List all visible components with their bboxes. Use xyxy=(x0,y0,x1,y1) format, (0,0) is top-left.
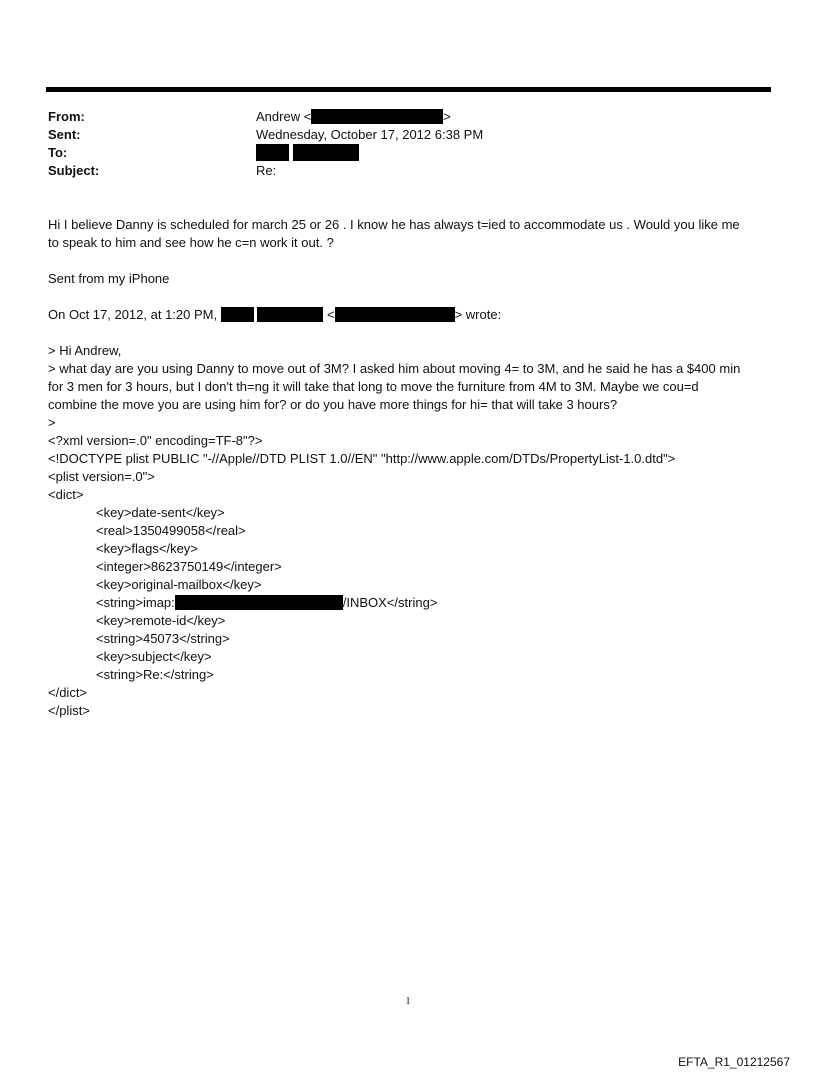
plist-line: <dict> xyxy=(48,487,84,502)
redaction xyxy=(335,307,455,322)
quoted-line: > Hi Andrew, xyxy=(48,343,122,358)
from-name: Andrew < xyxy=(256,109,312,124)
subject-label: Subject: xyxy=(48,163,100,178)
quote-intro xyxy=(48,306,773,324)
plist-line: <plist version=.0"> xyxy=(48,469,155,484)
quote-intro-start: On Oct 17, 2012, at 1:20 PM, xyxy=(48,307,218,322)
plist-line: <!DOCTYPE plist PUBLIC "-//Apple//DTD PLIST 1.0//EN" "http://www.apple.com/DTDs/PropertyList-1.0.dtd"> xyxy=(48,451,676,466)
plist-line: <key>subject</key> xyxy=(96,649,212,664)
plist-line: <string>Re:</string> xyxy=(96,667,214,682)
from-label: From: xyxy=(48,109,85,124)
page-number: 1 xyxy=(405,996,411,1007)
quote-intro-lt: < xyxy=(326,307,335,322)
top-rule xyxy=(46,87,771,92)
to-value xyxy=(256,144,359,163)
from-close: > xyxy=(443,109,451,124)
quoted-line: combine the move you are using him for? or do you have more things for hi= that will take 3 hours? xyxy=(48,397,618,412)
sent-value: Wednesday, October 17, 2012 6:38 PM xyxy=(256,127,484,142)
from-value xyxy=(256,108,451,126)
plist-line: <key>original-mailbox</key> xyxy=(96,577,262,592)
imap-end: /INBOX</string> xyxy=(342,595,438,610)
plist-line: <real>1350499058</real> xyxy=(96,523,246,538)
plist-line: <key>flags</key> xyxy=(96,541,198,556)
redaction xyxy=(221,307,254,322)
redaction xyxy=(257,307,323,322)
body-line: to speak to him and see how he c=n work it out. ? xyxy=(48,235,334,250)
signature: Sent from my iPhone xyxy=(48,271,170,286)
plist-line: <integer>8623750149</integer> xyxy=(96,559,282,574)
redaction xyxy=(311,109,443,124)
body-line: Hi I believe Danny is scheduled for march 25 or 26 . I know he has always t=ied to accommodate us . Would you like me xyxy=(48,217,740,232)
sent-label: Sent: xyxy=(48,127,81,142)
plist-line: <string>45073</string> xyxy=(96,631,230,646)
to-label: To: xyxy=(48,145,68,160)
redaction xyxy=(293,144,359,161)
quote-intro-end: > wrote: xyxy=(454,307,502,322)
plist-line: </plist> xyxy=(48,703,90,718)
redaction xyxy=(256,144,289,161)
subject-value: Re: xyxy=(256,163,277,178)
quoted-line: for 3 men for 3 hours, but I don't th=ng it will take that long to move the furniture from 4M to 3M. Maybe we cou=d xyxy=(48,379,699,394)
plist-line: <?xml version=.0" encoding=TF-8"?> xyxy=(48,433,263,448)
imap-start: <string>imap: xyxy=(96,595,175,610)
quoted-line: > what day are you using Danny to move out of 3M? I asked him about moving 4= to 3M, and he said he has a $400 min xyxy=(48,361,741,376)
plist-line xyxy=(48,594,773,612)
plist-line: <key>date-sent</key> xyxy=(96,505,225,520)
redaction xyxy=(175,595,343,610)
bates-number: EFTA_R1_01212567 xyxy=(678,1055,790,1069)
plist-line: </dict> xyxy=(48,685,88,700)
quoted-line: > xyxy=(48,415,56,430)
email-body xyxy=(48,216,773,720)
plist-line: <key>remote-id</key> xyxy=(96,613,226,628)
